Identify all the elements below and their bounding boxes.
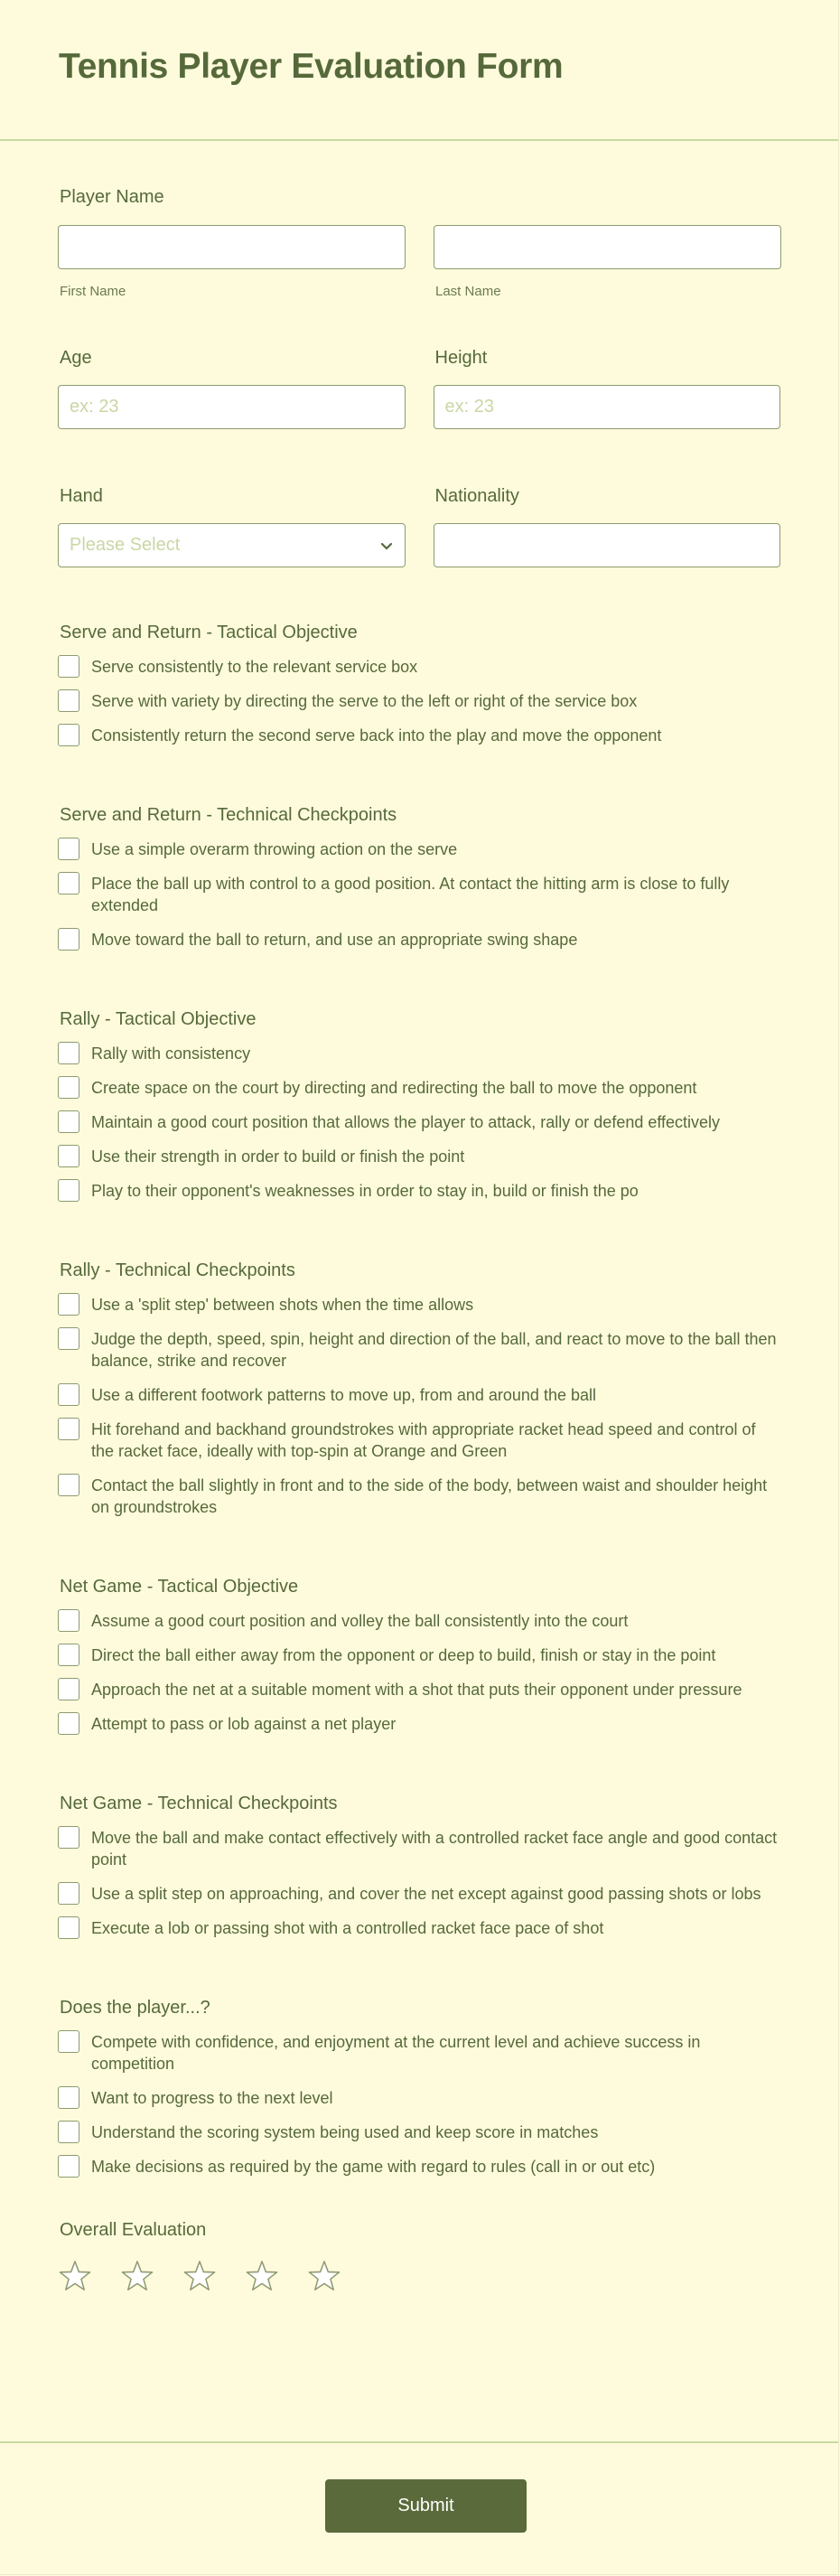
nationality-input[interactable] [434,523,781,567]
height-placeholder: ex: 23 [444,397,494,417]
checkbox-label: Understand the scoring system being used and keep score in matches [91,2123,599,2141]
checkbox-option[interactable] [58,1384,780,1406]
last-name-sublabel: Last Name [435,284,501,299]
checkbox-label: Use a simple overarm throwing action on the serve [91,840,458,858]
checkbox-label: Serve consistently to the relevant service box [91,658,418,676]
hand-label: Hand [60,486,103,506]
checkbox-option[interactable] [58,1679,780,1700]
checkbox-option[interactable] [58,1180,780,1202]
checkbox-label: Use a different footwork patterns to move up, from and around the ball [91,1386,596,1404]
age-placeholder: ex: 23 [70,397,119,417]
star-icon[interactable] [120,2259,154,2298]
checkbox[interactable] [58,2155,79,2178]
checkbox-option[interactable] [58,2031,780,2075]
checkbox-label: Consistently return the second serve back into the play and move the opponent [91,726,662,745]
star-icon[interactable] [58,2259,92,2298]
checkbox-section [58,1260,780,1518]
checkbox[interactable] [58,1110,79,1133]
checkbox-label: Use their strength in order to build or finish the point [91,1147,465,1166]
checkbox-option[interactable] [58,1146,780,1167]
checkbox-label: Want to progress to the next level [91,2089,333,2107]
checkbox-option[interactable] [58,1610,780,1632]
age-height-row [58,347,780,429]
checkbox-option[interactable] [58,1475,780,1518]
checkbox[interactable] [58,1609,79,1632]
player-name-label: Player Name [60,187,164,207]
chevron-down-icon [379,539,394,553]
checkbox-option[interactable] [58,690,780,712]
checkbox[interactable] [58,1327,79,1350]
checkbox[interactable] [58,872,79,895]
height-field [434,347,781,429]
checkbox-option[interactable] [58,873,780,916]
star-rating [58,2259,780,2298]
checkbox-label: Contact the ball slightly in front and to the side of the body, between waist and shoulder height on groundstrokes [91,1476,768,1516]
section-title: Net Game - Technical Checkpoints [60,1794,338,1813]
last-name-input[interactable] [434,225,781,269]
checkbox-option[interactable] [58,1419,780,1462]
checkbox-option[interactable] [58,1328,780,1372]
checkbox[interactable] [58,1678,79,1700]
checkbox-section [58,804,780,951]
checkbox[interactable] [58,1418,79,1440]
star-icon[interactable] [182,2259,217,2298]
checkbox[interactable] [58,1179,79,1202]
checkbox-label: Move toward the ball to return, and use an appropriate swing shape [91,931,578,949]
checkbox[interactable] [58,2086,79,2109]
player-name-field [58,141,780,299]
checkbox-label: Hit forehand and backhand groundstrokes with appropriate racket head speed and control of the racket face, ideally with top-spin at Orange and Green [91,1420,756,1460]
checkbox-section [58,1576,780,1735]
first-name-sublabel: First Name [60,284,126,299]
checkbox[interactable] [58,1826,79,1849]
checkbox-section [58,1997,780,2178]
height-label: Height [434,348,488,368]
checkbox-option[interactable] [58,1043,780,1064]
checkbox[interactable] [58,1145,79,1167]
form-footer [0,2441,838,2575]
checkbox-option[interactable] [58,1644,780,1666]
form-title: Tennis Player Evaluation Form [59,47,564,86]
checkbox-option[interactable] [58,2087,780,2109]
checkbox-section [58,1793,780,1939]
checkbox[interactable] [58,724,79,746]
submit-button[interactable]: Submit [325,2479,527,2533]
checkbox-section [58,622,780,746]
checkbox-label: Judge the depth, speed, spin, height and direction of the ball, and react to move to the ball then balance, strike and recover [91,1330,777,1370]
checkbox-label: Create space on the court by directing and redirecting the ball to move the opponent [91,1079,697,1097]
checkbox[interactable] [58,1916,79,1939]
star-icon[interactable] [307,2259,341,2298]
form-body [0,141,838,2298]
checkbox[interactable] [58,1076,79,1099]
checkbox-option[interactable] [58,1077,780,1099]
checkbox-option[interactable] [58,1713,780,1735]
checkbox-label: Attempt to pass or lob against a net player [91,1715,397,1733]
section-title: Serve and Return - Tactical Objective [60,623,358,642]
checkbox[interactable] [58,1712,79,1735]
checkbox-option[interactable] [58,838,780,860]
section-title: Rally - Tactical Objective [60,1009,257,1029]
star-icon[interactable] [245,2259,279,2298]
checkbox-option[interactable] [58,1827,780,1870]
checkbox-label: Make decisions as required by the game with regard to rules (call in or out etc) [91,2158,656,2176]
checkbox[interactable] [58,1644,79,1666]
hand-nationality-row [58,485,780,567]
checkbox-label: Play to their opponent's weaknesses in order to stay in, build or finish the po [91,1182,639,1200]
checkbox[interactable] [58,2121,79,2143]
checkbox-option[interactable] [58,1111,780,1133]
checkbox-label: Compete with confidence, and enjoyment at the current level and achieve success in competition [91,2033,701,2073]
checkbox-label: Rally with consistency [91,1044,251,1063]
checkbox-option[interactable] [58,656,780,678]
checkbox[interactable] [58,1474,79,1496]
first-name-input[interactable] [58,225,406,269]
age-label: Age [60,348,92,368]
checkbox-option[interactable] [58,2122,780,2143]
checkbox-label: Maintain a good court position that allows the player to attack, rally or defend effectively [91,1113,721,1131]
section-title: Rally - Technical Checkpoints [60,1260,295,1280]
checkbox-label: Place the ball up with control to a good position. At contact the hitting arm is close to fully extended [91,875,730,914]
checkbox-option[interactable] [58,1883,780,1905]
checkbox[interactable] [58,1293,79,1316]
height-input[interactable] [434,385,781,429]
overall-evaluation-field [58,2219,780,2298]
checkbox-label: Direct the ball either away from the opponent or deep to build, finish or stay in the point [91,1646,716,1664]
checkbox-option[interactable] [58,929,780,951]
age-input[interactable] [58,385,406,429]
checkbox[interactable] [58,655,79,678]
hand-field [58,485,406,567]
nationality-field [434,485,781,567]
nationality-label: Nationality [434,486,519,506]
overall-evaluation-label: Overall Evaluation [60,2220,207,2240]
checkbox-label: Move the ball and make contact effectively with a controlled racket face angle and good contact point [91,1829,778,1869]
checkbox-option[interactable] [58,1917,780,1939]
checkbox-option[interactable] [58,2156,780,2178]
checkbox-label: Assume a good court position and volley the ball consistently into the court [91,1612,629,1630]
section-title: Serve and Return - Technical Checkpoints [60,805,397,825]
form-header [0,0,838,141]
checkbox[interactable] [58,838,79,860]
checkbox-section [58,1008,780,1202]
checkbox-option[interactable] [58,1294,780,1316]
checkbox-label: Execute a lob or passing shot with a controlled racket face pace of shot [91,1919,604,1937]
hand-selected-value: Please Select [70,535,181,555]
checkbox[interactable] [58,1042,79,1064]
checkbox-label: Use a 'split step' between shots when the time allows [91,1296,474,1314]
section-title: Does the player...? [60,1998,210,2018]
checkbox-label: Approach the net at a suitable moment with a shot that puts their opponent under pressure [91,1681,742,1699]
checkbox[interactable] [58,2030,79,2053]
checkbox-label: Use a split step on approaching, and cover the net except against good passing shots or lobs [91,1885,761,1903]
checkbox[interactable] [58,1383,79,1406]
age-field [58,347,406,429]
hand-select[interactable] [58,523,406,567]
checkbox-sections [58,622,780,2178]
checkbox[interactable] [58,1882,79,1905]
section-title: Net Game - Tactical Objective [60,1577,299,1597]
checkbox-option[interactable] [58,725,780,746]
checkbox-label: Serve with variety by directing the serve to the left or right of the service box [91,692,638,710]
checkbox[interactable] [58,928,79,951]
checkbox[interactable] [58,689,79,712]
